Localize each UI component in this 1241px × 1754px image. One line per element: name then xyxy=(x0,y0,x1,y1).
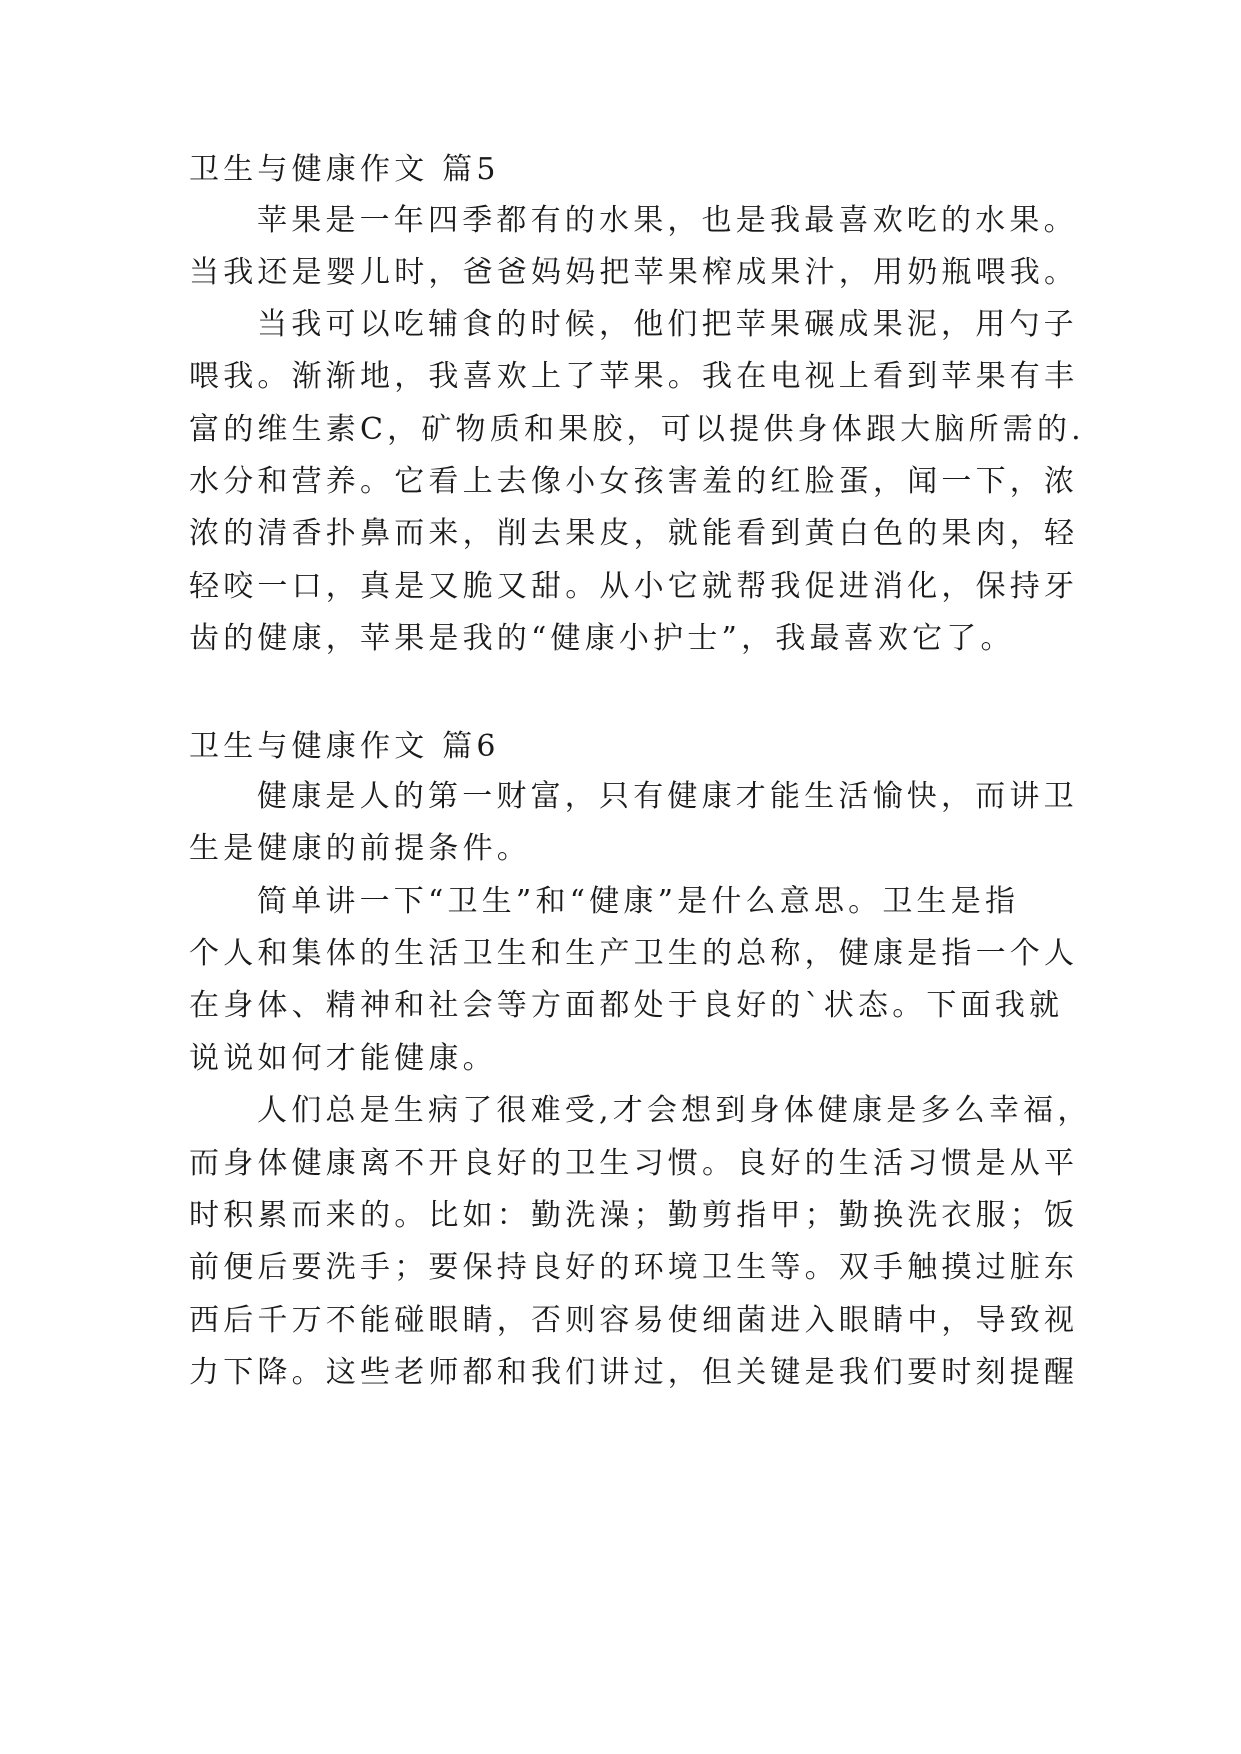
paragraph-line: 力下降。这些老师都和我们讲过，但关键是我们要时刻提醒 xyxy=(189,1355,1079,1390)
paragraph-line: 前便后要洗手；要保持良好的环境卫生等。双手触摸过脏东 xyxy=(189,1250,1079,1285)
paragraph-line: 浓的清香扑鼻而来，削去果皮，就能看到黄白色的果肉，轻 xyxy=(189,516,1079,551)
paragraph-line: 生是健康的前提条件。 xyxy=(189,831,531,866)
paragraph-line: 苹果是一年四季都有的水果，也是我最喜欢吃的水果。 xyxy=(257,203,1078,238)
paragraph-line: 简单讲一下“卫生”和“健康”是什么意思。卫生是指 xyxy=(257,884,1020,919)
section-heading: 卫生与健康作文 篇6 xyxy=(189,729,500,764)
paragraph-line: 人们总是生病了很难受,才会想到身体健康是多么幸福， xyxy=(257,1093,1092,1128)
paragraph-line: 喂我。渐渐地，我喜欢上了苹果。我在电视上看到苹果有丰 xyxy=(189,359,1079,394)
paragraph-line: 当我可以吃辅食的时候，他们把苹果碾成果泥，用勺子 xyxy=(257,307,1078,342)
paragraph-line: 当我还是婴儿时，爸爸妈妈把苹果榨成果汁，用奶瓶喂我。 xyxy=(189,255,1079,290)
section-heading: 卫生与健康作文 篇5 xyxy=(189,152,500,187)
paragraph-line: 个人和集体的生活卫生和生产卫生的总称，健康是指一个人 xyxy=(189,936,1079,971)
paragraph-line: 而身体健康离不开良好的卫生习惯。良好的生活习惯是从平 xyxy=(189,1146,1079,1181)
paragraph-line: 时积累而来的。比如：勤洗澡；勤剪指甲；勤换洗衣服；饭 xyxy=(189,1198,1079,1233)
paragraph-line: 在身体、精神和社会等方面都处于良好的`状态。下面我就 xyxy=(189,988,1064,1023)
paragraph-line: 水分和营养。它看上去像小女孩害羞的红脸蛋，闻一下，浓 xyxy=(189,464,1079,499)
paragraph-line: 齿的健康，苹果是我的“健康小护士”，我最喜欢它了。 xyxy=(189,621,1015,656)
paragraph-line: 西后千万不能碰眼睛，否则容易使细菌进入眼睛中，导致视 xyxy=(189,1303,1079,1338)
paragraph-line: 健康是人的第一财富，只有健康才能生活愉快，而讲卫 xyxy=(257,779,1078,814)
paragraph-line: 轻咬一口，真是又脆又甜。从小它就帮我促进消化，保持牙 xyxy=(189,569,1079,604)
paragraph-line: 说说如何才能健康。 xyxy=(189,1041,497,1076)
paragraph-line: 富的维生素C，矿物质和果胶，可以提供身体跟大脑所需的. xyxy=(189,412,1085,447)
